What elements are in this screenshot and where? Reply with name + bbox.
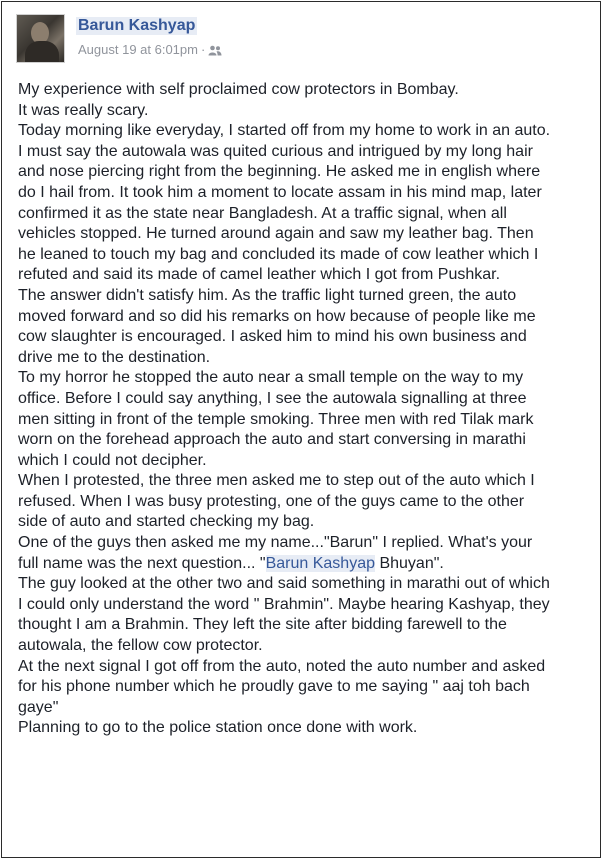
post-line: One of the guys then asked me my name..."Barun" I replied. What's your [18, 534, 533, 552]
friends-icon[interactable] [208, 44, 222, 59]
post-line: and nose piercing right from the beginning. He asked me in english where [18, 163, 541, 181]
post-line: side of auto and started checking my bag. [18, 513, 315, 531]
post-line: Today morning like everyday, I started off from my home to work in an auto. [18, 122, 551, 140]
post-line-text: full name was the next question... " [18, 554, 266, 572]
post-line: refuted and said its made of camel leather which I got from Pushkar. [18, 266, 501, 284]
post-line: I must say the autowala was quited curious and intrigued by my long hair [18, 142, 533, 160]
post-line: do I hail from. It took him a moment to locate assam in his mind map, later [18, 183, 542, 201]
post-line: The guy looked at the other two and said something in marathi out of which [18, 575, 550, 593]
post-line: for his phone number which he proudly gave to me saying " aaj toh bach [18, 678, 530, 696]
post-line: To my horror he stopped the auto near a small temple on the way to my [18, 369, 524, 387]
avatar[interactable] [16, 14, 65, 63]
post-line: When I protested, the three men asked me to step out of the auto which I [18, 472, 535, 490]
post-line: worn on the forehead approach the auto and start conversing in marathi [18, 431, 526, 449]
post-line: drive me to the destination. [18, 348, 211, 366]
post-line: The answer didn't satisfy him. As the traffic light turned green, the auto [18, 286, 517, 304]
post-line: he leaned to touch my bag and concluded its made of cow leather which I [18, 245, 539, 263]
post-line: cow slaughter is encouraged. I asked him to mind his own business and [18, 328, 527, 346]
post-line: gaye" [18, 698, 59, 716]
author-name-link[interactable]: Barun Kashyap [78, 17, 196, 34]
meta-separator: · [200, 42, 206, 57]
post-line: I could only understand the word " Brahmin". Maybe hearing Kashyap, they [18, 595, 550, 613]
post-line: which I could not decipher. [18, 451, 207, 469]
post-line: confirmed it as the state near Bangladesh. At a traffic signal, when all [18, 204, 507, 222]
post-line-text: Bhuyan". [375, 554, 444, 572]
post-card [1, 1, 601, 858]
post-body [18, 80, 602, 739]
post-line: Planning to go to the police station once done with work. [18, 719, 418, 737]
post-line: men sitting in front of the temple smoking. Three men with red Tilak mark [18, 410, 534, 428]
post-line: moved forward and so did his remarks on how because of people like me [18, 307, 536, 325]
post-line: My experience with self proclaimed cow protectors in Bombay. [18, 81, 459, 98]
avatar-body [25, 41, 59, 63]
post-line: thought I am a Brahmin. They left the site after bidding farewell to the [18, 616, 507, 634]
post-line: office. Before I could say anything, I see the autowala signalling at three [18, 389, 527, 407]
post-line: refused. When I was busy protesting, one of the guys came to the other [18, 492, 525, 510]
post-line: vehicles stopped. He turned around again and saw my leather bag. Then [18, 225, 534, 243]
post-line: It was really scary. [18, 101, 149, 119]
mention-link[interactable]: Barun Kashyap [265, 554, 375, 572]
timestamp-link[interactable]: August 19 at 6:01pm [78, 42, 198, 57]
post-line: At the next signal I got off from the auto, noted the auto number and asked [18, 657, 546, 675]
post-meta [78, 42, 222, 59]
post-line: autowala, the fellow cow protector. [18, 637, 263, 655]
post-line-with-mention [18, 554, 602, 575]
